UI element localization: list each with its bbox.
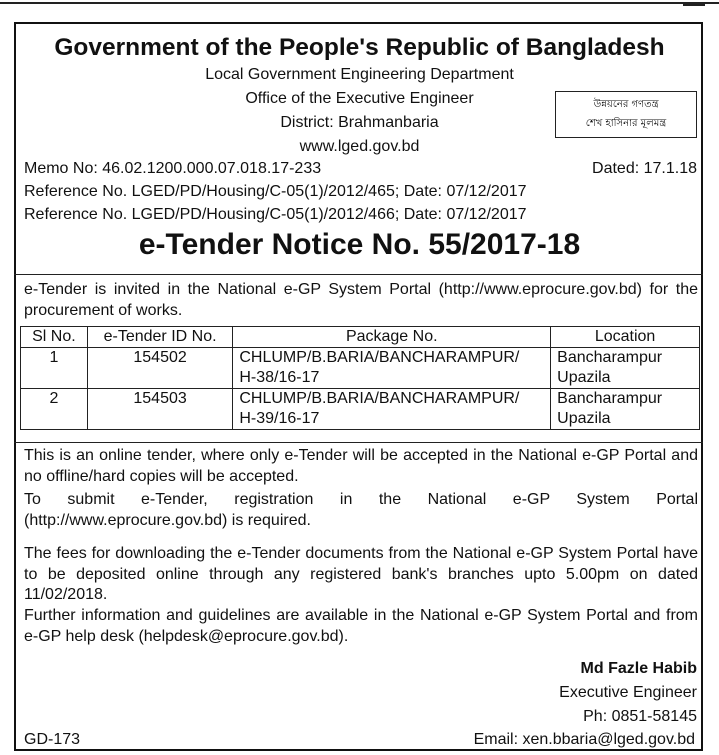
intro-paragraph: e-Tender is invited in the National e-GP System Portal (http://www.eprocure.gov.bd) for the procurement of works. — [24, 281, 698, 319]
package-line-2: H-39/16-17 — [239, 410, 320, 427]
tender-table — [20, 326, 700, 430]
reference-1: Reference No. LGED/PD/Housing/C-05(1)/2012/465; Date: 07/12/2017 — [24, 183, 527, 200]
table-row — [21, 348, 700, 389]
memo-date: Dated: 17.1.18 — [592, 160, 697, 177]
col-tender-id: e-Tender ID No. — [87, 327, 233, 348]
location-line-1: Bancharampur — [557, 390, 663, 407]
package-line-1: CHLUMP/B.BARIA/BANCHARAMPUR/ — [239, 390, 520, 407]
location-line-1: Bancharampur — [557, 349, 663, 366]
top-border — [0, 0, 719, 11]
cell-location — [551, 348, 700, 389]
office-name: Office of the Executive Engineer — [245, 90, 474, 107]
table-header-row — [21, 327, 700, 348]
district-name: District: Brahmanbaria — [280, 114, 439, 131]
divider-table-bottom — [14, 442, 703, 443]
stamp-line-1: উন্নয়নের গণতন্ত্র — [593, 99, 659, 110]
signatory-email[interactable]: Email: xen.bbaria@lged.gov.bd — [473, 731, 695, 748]
cell-package — [233, 348, 551, 389]
reference-2: Reference No. LGED/PD/Housing/C-05(1)/2012/466; Date: 07/12/2017 — [24, 206, 527, 223]
package-line-1: CHLUMP/B.BARIA/BANCHARAMPUR/ — [239, 349, 520, 366]
cell-sl: 2 — [21, 389, 88, 430]
paragraph-fees: The fees for downloading the e-Tender documents from the National e-GP System Portal have to be deposited online through any registered bank's branches upto 5.00pm on dated 11/02/2018. — [24, 545, 698, 603]
location-line-2: Upazila — [557, 410, 611, 427]
cell-package — [233, 389, 551, 430]
location-line-2: Upazila — [557, 369, 611, 386]
table-row — [21, 389, 700, 430]
top-mark — [683, 0, 705, 6]
notice-title: e-Tender Notice No. 55/2017-18 — [138, 228, 581, 261]
government-title: Government of the People's Republic of Bangladesh — [54, 34, 665, 61]
memo-number: Memo No: 46.02.1200.000.07.018.17-233 — [24, 160, 322, 177]
footer-code: GD-173 — [24, 731, 81, 748]
stamp-line-2: শেখ হাসিনার মূলমন্ত্র — [585, 118, 667, 129]
paragraph-further-info: Further information and guidelines are available in the National e-GP System Portal and from e-GP help desk (helpdesk@eprocure.gov.bd). — [24, 607, 698, 645]
top-rule — [0, 2, 719, 4]
col-location: Location — [551, 327, 700, 348]
cell-location — [551, 389, 700, 430]
signatory-phone: Ph: 0851-58145 — [583, 708, 697, 725]
cell-tender-id: 154503 — [87, 389, 233, 430]
slogan-stamp — [555, 91, 697, 138]
website-link[interactable]: www.lged.gov.bd — [299, 138, 420, 155]
paragraph-registration: To submit e-Tender, registration in the National e-GP System Portal (http://www.eprocure.gov.bd) is required. — [24, 491, 698, 529]
col-sl-no: Sl No. — [21, 327, 88, 348]
cell-sl: 1 — [21, 348, 88, 389]
cell-tender-id: 154502 — [87, 348, 233, 389]
department-name: Local Government Engineering Department — [205, 66, 514, 83]
divider-top — [14, 274, 703, 275]
signatory-title: Executive Engineer — [559, 684, 697, 701]
col-package-no: Package No. — [233, 327, 551, 348]
signatory-name: Md Fazle Habib — [580, 660, 697, 677]
paragraph-online-tender: This is an online tender, where only e-Tender will be accepted in the National e-GP Portal and no offline/hard copies will be accepted. — [24, 447, 698, 485]
package-line-2: H-38/16-17 — [239, 369, 320, 386]
